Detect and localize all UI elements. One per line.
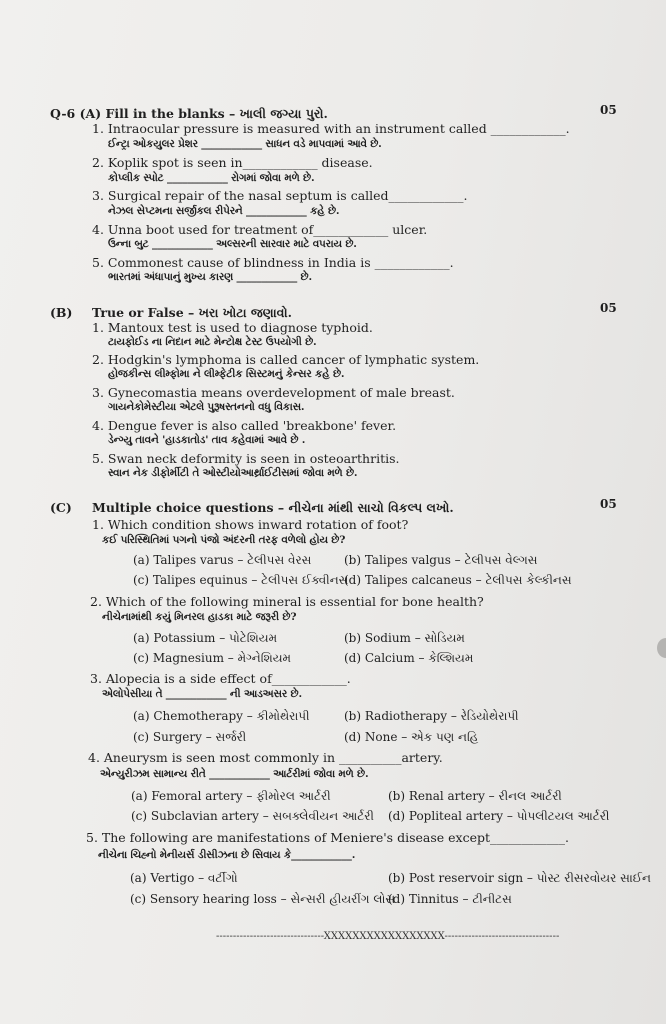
b-q3-en: 3. Gynecomastia means overdevelopment of male breast.: [92, 385, 455, 400]
section-a-marks: 05: [600, 103, 617, 117]
a-q2-en: 2. Koplik spot is seen in____________ disease.: [92, 155, 373, 170]
c-q2-gu: નીચેનામાંથી કયું મિનરલ હાડકા માટે જરૂરી છે?: [102, 611, 297, 623]
a-q1-en: 1. Intraocular pressure is measured with an instrument called ____________.: [92, 121, 570, 136]
b-q1-gu: ટાયફોઈડ ના નિદાન માટે મેન્ટોક્ષ ટેસ્ટ ઉપયોગી છે.: [108, 336, 317, 348]
section-c-label: (C): [50, 500, 72, 515]
section-b-marks: 05: [600, 301, 617, 315]
section-b-title-en: True or False –: [92, 305, 199, 320]
c-q2-option-b: (b) Sodium – સોડિયમ: [344, 631, 465, 645]
c-q4-gu: એન્યુરીઝમ સામાન્ય રીતે ____________ આર્ટરીમાં જોવા મળે છે.: [100, 768, 369, 780]
c-q5-option-a: (a) Vertigo – વર્ટીગો: [130, 871, 238, 885]
section-a-label: Q-6 (A): [50, 106, 102, 121]
a-q3-en: 3. Surgical repair of the nasal septum is called____________.: [92, 188, 468, 203]
section-c-title-gu: નીચેના માંથી સાચો વિકલ્પ લખો.: [288, 500, 454, 515]
c-q2-option-d: (d) Calcium – કેલ્શિયમ: [344, 651, 474, 665]
b-q2-gu: હોજકીન્સ લીમ્ફોમા ને લીમ્ફેટીક સિસ્ટમનું કેન્સર કહે છે.: [108, 368, 345, 380]
a-q4-en: 4. Unna boot used for treatment of____________ ulcer.: [92, 222, 428, 237]
c-q1-gu: કઈ પરિસ્થિતિમાં પગનો પંજો અંદરની તરફ વળેલો હોય છે?: [102, 534, 346, 546]
end-of-paper-marker: --------------------------------XXXXXXXXXXXXXXXXX----------------------------------: [216, 931, 560, 942]
a-q3-gu: નેઝલ સેપ્ટમના સર્જીકલ રીપેરને ____________ કહે છે.: [108, 205, 340, 217]
c-q3-en: 3. Alopecia is a side effect of____________.: [90, 671, 351, 686]
b-q4-gu: ડેન્ગ્યુ તાવને 'હાડકાતોડ' તાવ કહેવામાં આવે છે .: [108, 434, 306, 446]
section-b-label: (B): [50, 305, 73, 320]
c-q4-option-c: (c) Subclavian artery – સબક્લેવીયન આર્ટરી: [131, 809, 374, 823]
c-q4-option-a: (a) Femoral artery – ફીમોરલ આર્ટરી: [131, 789, 331, 803]
c-q5-option-b: (b) Post reservoir sign – પોસ્ટ રીસરવોયર સાઈન: [388, 871, 652, 885]
c-q1-en: 1. Which condition shows inward rotation of foot?: [92, 517, 409, 532]
c-q2-option-c: (c) Magnesium – મેગ્નેશિયમ: [133, 651, 292, 665]
c-q3-option-b: (b) Radiotherapy – રેડિયોથેરાપી: [344, 709, 519, 723]
section-b-title-gu: ખરા ખોટા જણાવો.: [198, 305, 292, 320]
section-b-title: [92, 305, 292, 321]
section-a-title-gu: ખાલી જગ્યા પુરો.: [239, 106, 328, 121]
section-a-title-en: Fill in the blanks –: [105, 106, 240, 121]
b-q3-gu: ગાયનેકોમેસ્ટીયા એટલે પુરૂષસ્તનનો વધુ વિકાસ.: [108, 401, 305, 413]
section-c-marks: 05: [600, 497, 617, 511]
a-q5-en: 5. Commonest cause of blindness in India is ____________.: [92, 255, 454, 270]
c-q2-en: 2. Which of the following mineral is essential for bone health?: [90, 594, 484, 609]
a-q1-gu: ઈન્ટ્રા ઓકયુલર પ્રેશર ____________ સાધન વડે માપવામાં આવે છે.: [108, 138, 382, 150]
c-q4-en: 4. Aneurysm is seen most commonly in __________artery.: [88, 750, 443, 765]
section-a-heading: [50, 106, 328, 122]
c-q1-option-b: (b) Talipes valgus – ટેલીપસ વેલ્ગસ: [344, 553, 538, 567]
a-q5-gu: ભારતમાં અંધાપાનું મુખ્ય કારણ ____________ છે.: [108, 271, 312, 283]
c-q1-option-c: (c) Talipes equinus – ટેલીપસ ઈક્વીનસ: [133, 573, 349, 587]
b-q4-en: 4. Dengue fever is also called 'breakbone' fever.: [92, 418, 397, 433]
c-q4-option-b: (b) Renal artery – રીનલ આર્ટરી: [388, 789, 562, 803]
c-q3-gu: એલોપેસીયા તે ____________ ની આડઅસર છે.: [102, 688, 302, 700]
c-q4-option-d: (d) Popliteal artery – પોપલીટયલ આર્ટરી: [388, 809, 610, 823]
b-q1-en: 1. Mantoux test is used to diagnose typhoid.: [92, 320, 373, 335]
b-q5-en: 5. Swan neck deformity is seen in osteoarthritis.: [92, 451, 400, 466]
c-q3-option-c: (c) Surgery – સર્જરી: [133, 730, 247, 744]
c-q5-option-d: (d) Tinnitus – ટીનીટસ: [388, 892, 512, 906]
c-q5-gu: નીચેના ચિહ્નો મેનીયર્સ ડીસીઝના છે સિવાય કે____________.: [98, 849, 356, 861]
c-q2-option-a: (a) Potassium – પોટેશિયમ: [133, 631, 278, 645]
c-q3-option-a: (a) Chemotherapy – કીમોથેરાપી: [133, 709, 310, 723]
c-q1-option-a: (a) Talipes varus – ટેલીપસ વેરસ: [133, 553, 312, 567]
punch-hole: [657, 638, 666, 658]
a-q2-gu: કોપ્લીક સ્પોટ ____________ રોગમાં જોવા મળે છે.: [108, 172, 315, 184]
c-q5-option-c: (c) Sensory hearing loss – સેન્સરી હીયરીંગ લોસ: [130, 892, 396, 906]
a-q4-gu: ઉન્ના બુટ ____________ અલ્સરની સારવાર માટે વપરાય છે.: [108, 238, 357, 250]
c-q3-option-d: (d) None – એક પણ નહિ: [344, 730, 479, 744]
section-c-title-en: Multiple choice questions –: [92, 500, 289, 515]
b-q5-gu: સ્વાન નેક ડીફોર્મીટી તે ઓસ્ટીયોઆર્થ્રાઈટીસમાં જોવા મળે છે.: [108, 467, 358, 479]
c-q1-option-d: (d) Talipes calcaneus – ટેલીપસ કેલ્કીનસ: [344, 573, 572, 587]
b-q2-en: 2. Hodgkin's lymphoma is called cancer of lymphatic system.: [92, 352, 480, 367]
section-c-title: [92, 500, 454, 516]
c-q5-en: 5. The following are manifestations of Meniere's disease except____________.: [86, 830, 569, 845]
